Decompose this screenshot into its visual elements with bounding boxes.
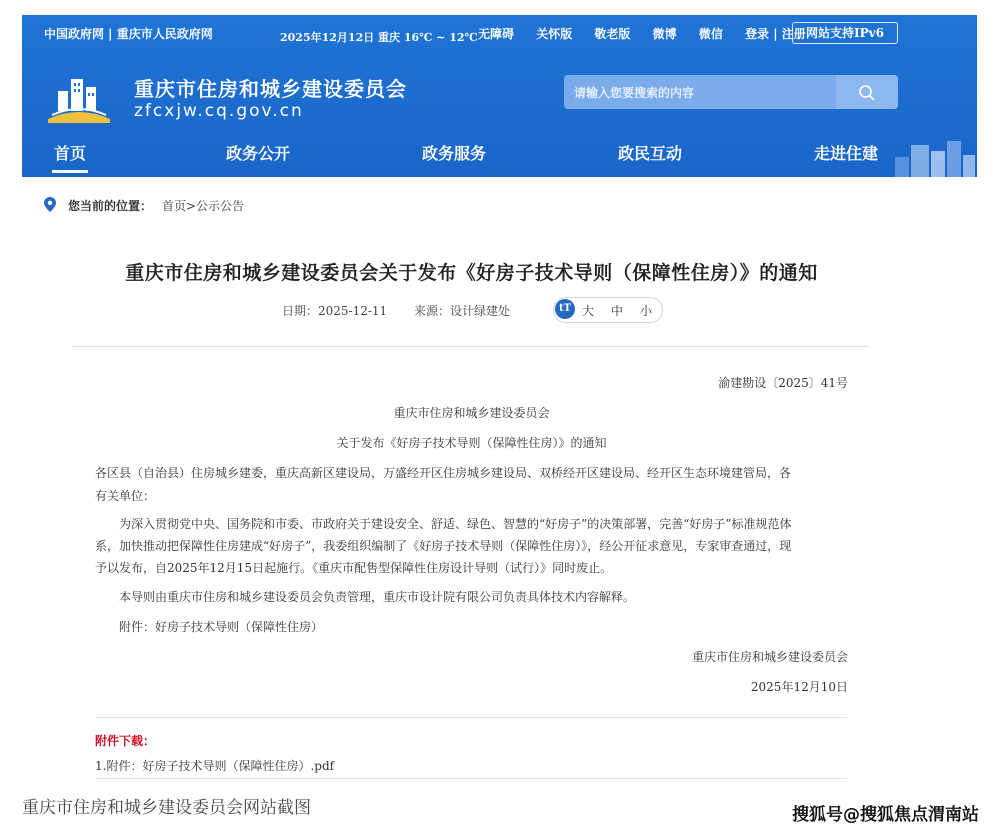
- nav-gov-affairs[interactable]: 政务公开: [226, 144, 291, 163]
- ipv6-badge: 网站支持IPv6: [792, 22, 898, 44]
- title-divider: [71, 346, 869, 347]
- doc-signature: 重庆市住房和城乡建设委员会: [691, 650, 848, 664]
- weibo-link[interactable]: 微博: [652, 27, 677, 41]
- attachment-divider: [95, 717, 847, 718]
- doc-body-line3: 予以发布，自2025年12月15日起施行。《重庆市配售型保障性住房设计导则（试行）》同时废止。: [95, 561, 613, 575]
- building-logo-icon: [44, 69, 114, 125]
- cityscape-decoration: [887, 137, 977, 177]
- article-title: 重庆市住房和城乡建设委员会关于发布《好房子技术导则（保障性住房）》的通知: [125, 262, 818, 284]
- accessibility-link[interactable]: 无障碍: [478, 27, 515, 41]
- doc-recipients-line2: 有关单位：: [95, 489, 156, 503]
- top-bar: [22, 15, 977, 49]
- downloads-title: 附件下载：: [95, 734, 156, 748]
- search-box: [564, 75, 898, 109]
- main-nav: [22, 133, 977, 177]
- doc-body-line2: 系，加快推动把保障性住房建成“好房子”，我委组织编制了《好房子技术导则（保障性住房）》，经公开征求意见，专家审查通过，现: [95, 539, 792, 553]
- doc-sign-date: 2025年12月10日: [750, 680, 848, 694]
- breadcrumb-path[interactable]: 首页>公示公告: [162, 199, 245, 213]
- article-date: 日期：2025-12-11: [282, 304, 388, 318]
- watermark: 搜狐号@搜狐焦点渭南站: [792, 805, 979, 825]
- font-size-medium[interactable]: 中: [611, 304, 624, 318]
- nav-home[interactable]: 首页: [54, 144, 87, 163]
- nav-interaction[interactable]: 政民互动: [618, 144, 683, 163]
- utility-links: [478, 25, 824, 42]
- doc-recipients-line1: 各区县（自治县）住房城乡建委，重庆高新区建设局，万盛经开区住房城乡建设局、双桥经开区建设局、经开区生态环境建管局，各: [95, 466, 792, 480]
- doc-body-line1: 为深入贯彻党中央、国务院和市委、市政府关于建设安全、舒适、绿色、智慧的“好房子”的决策部署，完善“好房子”标准规范体: [119, 517, 792, 531]
- search-button[interactable]: [836, 75, 898, 109]
- breadcrumb-label: 您当前的位置：: [68, 199, 153, 213]
- doc-body2: 本导则由重庆市住房和城乡建设委员会负责管理，重庆市设计院有限公司负责具体技术内容解释。: [119, 590, 636, 604]
- bottom-divider: [95, 778, 847, 779]
- site-domain: zfcxjw.cq.gov.cn: [134, 101, 304, 121]
- site-title[interactable]: 重庆市住房和城乡建设委员会: [134, 77, 407, 101]
- search-input[interactable]: [572, 78, 838, 108]
- doc-attachment-line: 附件：好房子技术导则（保障性住房）: [119, 620, 324, 634]
- site-header: [22, 15, 977, 177]
- doc-issuer: 重庆市住房和城乡建设委员会: [393, 406, 550, 420]
- elder-mode-link[interactable]: 敬老版: [594, 27, 631, 41]
- care-mode-link[interactable]: 关怀版: [536, 27, 573, 41]
- nav-gov-services[interactable]: 政务服务: [422, 144, 487, 163]
- doc-number: 渝建勘设〔2025〕41号: [718, 376, 848, 390]
- font-size-large[interactable]: 大: [582, 304, 595, 318]
- article-source: 来源：设计绿建处: [414, 304, 511, 318]
- download-link[interactable]: 1.附件：好房子技术导则（保障性住房）.pdf: [95, 759, 335, 773]
- doc-subject: 关于发布《好房子技术导则（保障性住房）》的通知: [336, 436, 607, 450]
- gov-links[interactable]: 中国政府网 | 重庆市人民政府网: [44, 27, 213, 41]
- location-pin-icon: [44, 197, 56, 212]
- wechat-link[interactable]: 微信: [698, 27, 723, 41]
- nav-about[interactable]: 走进住建: [814, 144, 879, 163]
- nav-active-indicator: [52, 170, 88, 173]
- login-register-link[interactable]: 登录 | 注册: [745, 27, 806, 41]
- font-size-icon: tT: [555, 299, 575, 319]
- font-size-control: [553, 297, 663, 323]
- search-icon: [858, 84, 876, 102]
- font-size-small[interactable]: 小: [640, 304, 653, 318]
- image-caption: 重庆市住房和城乡建设委员会网站截图: [22, 798, 311, 818]
- date-weather: 2025年12月12日 重庆 16℃ ~ 12℃: [280, 31, 478, 44]
